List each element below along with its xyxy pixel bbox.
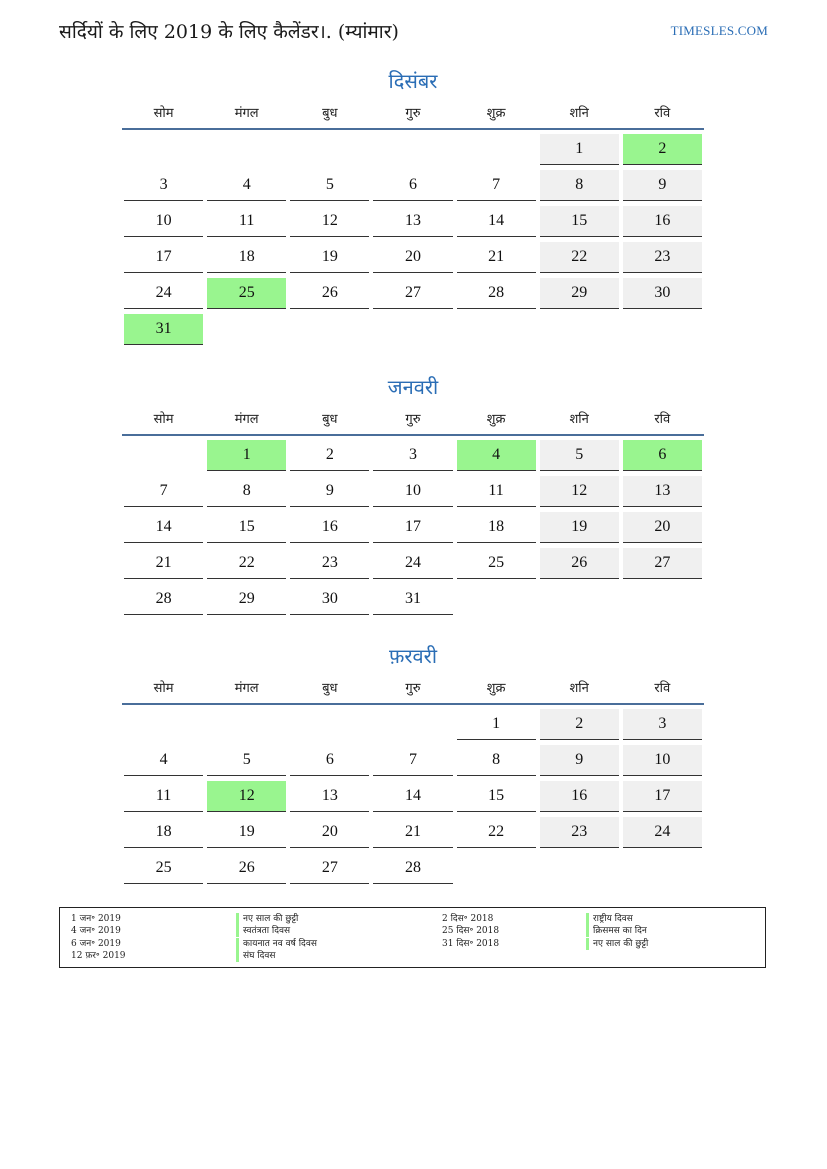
legend-date: 1 जन॰ 2019: [71, 914, 121, 924]
day-cell: 14: [124, 512, 203, 543]
weekday-label: बुध: [322, 106, 338, 121]
empty-day-slot: [122, 440, 205, 476]
day-cell: 16: [623, 206, 702, 237]
legend-holiday-name: कायनात नव वर्ष दिवस: [236, 938, 317, 950]
empty-day-slot: [371, 134, 454, 170]
day-cell: 7: [457, 170, 536, 201]
day-cell: 29: [540, 278, 619, 309]
empty-day-slot: [205, 709, 288, 745]
legend-date: 6 जन॰ 2019: [71, 938, 121, 949]
day-cell: 10: [373, 476, 452, 507]
holiday-day-cell: 25: [207, 278, 286, 309]
day-cell: 16: [290, 512, 369, 543]
weekday-label: रवि: [654, 412, 671, 427]
day-cell: 15: [207, 512, 286, 543]
legend-date: 4 जन॰ 2019: [71, 926, 121, 937]
legend-holiday-name: क्रिसमस का दिन: [586, 925, 647, 937]
day-grid: [122, 436, 704, 620]
day-cell: 22: [457, 817, 536, 848]
weekday-header: [122, 671, 704, 705]
holiday-day-cell: 1: [207, 440, 286, 471]
day-cell: 3: [623, 709, 702, 740]
month-calendar: [122, 641, 704, 889]
day-cell: 1: [540, 134, 619, 165]
holiday-day-cell: 6: [623, 440, 702, 471]
holiday-day-cell: 31: [124, 314, 203, 345]
legend-date: 31 दिस॰ 2018: [442, 938, 500, 949]
weekday-label: शनि: [569, 412, 589, 427]
legend-holiday-name: राष्ट्रीय दिवस: [586, 913, 633, 925]
day-cell: 27: [290, 853, 369, 884]
weekday-label: शुक्र: [486, 412, 506, 427]
day-cell: 2: [290, 440, 369, 471]
day-cell: 18: [124, 817, 203, 848]
day-cell: 24: [124, 278, 203, 309]
weekday-label: शनि: [569, 681, 589, 696]
day-cell: 20: [373, 242, 452, 273]
day-cell: 21: [124, 548, 203, 579]
day-cell: 3: [124, 170, 203, 201]
weekday-label: मंगल: [234, 681, 259, 696]
day-cell: 23: [540, 817, 619, 848]
day-cell: 18: [457, 512, 536, 543]
day-cell: 15: [540, 206, 619, 237]
day-cell: 30: [290, 584, 369, 615]
day-cell: 11: [207, 206, 286, 237]
day-cell: 4: [124, 745, 203, 776]
day-cell: 13: [290, 781, 369, 812]
empty-day-slot: [288, 134, 371, 170]
weekday-label: रवि: [654, 106, 671, 121]
weekday-label: सोम: [153, 412, 174, 427]
month-calendar: [122, 372, 704, 620]
day-cell: 5: [207, 745, 286, 776]
day-cell: 26: [540, 548, 619, 579]
day-cell: 17: [373, 512, 452, 543]
day-cell: 9: [540, 745, 619, 776]
day-cell: 24: [373, 548, 452, 579]
day-cell: 5: [290, 170, 369, 201]
month-name: जनवरी: [387, 375, 439, 399]
day-cell: 24: [623, 817, 702, 848]
day-cell: 10: [623, 745, 702, 776]
day-cell: 28: [457, 278, 536, 309]
day-cell: 19: [540, 512, 619, 543]
day-cell: 27: [373, 278, 452, 309]
day-cell: 29: [207, 584, 286, 615]
day-cell: 22: [540, 242, 619, 273]
legend-holiday-name: नए साल की छुट्टी: [586, 938, 648, 950]
day-cell: 3: [373, 440, 452, 471]
day-cell: 11: [124, 781, 203, 812]
day-cell: 20: [290, 817, 369, 848]
weekday-label: शुक्र: [486, 106, 506, 121]
day-cell: 14: [457, 206, 536, 237]
month-name: दिसंबर: [388, 69, 438, 93]
weekday-label: सोम: [153, 681, 174, 696]
weekday-label: शुक्र: [486, 681, 506, 696]
day-cell: 16: [540, 781, 619, 812]
empty-day-slot: [205, 134, 288, 170]
weekday-label: गुरु: [405, 681, 421, 696]
day-cell: 28: [124, 584, 203, 615]
day-cell: 12: [290, 206, 369, 237]
holiday-legend: [59, 907, 766, 968]
day-cell: 7: [124, 476, 203, 507]
day-cell: 21: [373, 817, 452, 848]
day-cell: 15: [457, 781, 536, 812]
day-grid: [122, 705, 704, 889]
day-cell: 31: [373, 584, 452, 615]
holiday-day-cell: 12: [207, 781, 286, 812]
holiday-day-cell: 2: [623, 134, 702, 165]
site-link[interactable]: TIMESLES.COM: [670, 23, 768, 38]
empty-day-slot: [455, 134, 538, 170]
day-cell: 22: [207, 548, 286, 579]
weekday-label: गुरु: [405, 106, 421, 121]
day-cell: 21: [457, 242, 536, 273]
page-title: सर्दियों के लिए 2019 के लिए कैलेंडर।. (म्यांमार): [59, 21, 399, 43]
weekday-label: रवि: [654, 681, 671, 696]
day-cell: 26: [207, 853, 286, 884]
day-cell: 30: [623, 278, 702, 309]
legend-holiday-name: स्वतंत्रता दिवस: [236, 925, 290, 937]
legend-date: 25 दिस॰ 2018: [442, 926, 500, 937]
day-cell: 13: [373, 206, 452, 237]
day-cell: 19: [290, 242, 369, 273]
day-cell: 26: [290, 278, 369, 309]
day-cell: 17: [124, 242, 203, 273]
empty-day-slot: [371, 709, 454, 745]
day-cell: 5: [540, 440, 619, 471]
day-cell: 19: [207, 817, 286, 848]
day-cell: 17: [623, 781, 702, 812]
weekday-header: [122, 96, 704, 130]
day-cell: 25: [457, 548, 536, 579]
legend-date: 12 फ़र॰ 2019: [71, 950, 126, 961]
month-name: फ़रवरी: [388, 644, 438, 668]
weekday-label: मंगल: [234, 412, 259, 427]
day-cell: 2: [540, 709, 619, 740]
day-cell: 18: [207, 242, 286, 273]
day-cell: 8: [457, 745, 536, 776]
day-cell: 11: [457, 476, 536, 507]
weekday-label: बुध: [322, 412, 338, 427]
weekday-label: बुध: [322, 681, 338, 696]
weekday-header: [122, 402, 704, 436]
day-grid: [122, 130, 704, 350]
day-cell: 7: [373, 745, 452, 776]
day-cell: 20: [623, 512, 702, 543]
day-cell: 8: [540, 170, 619, 201]
weekday-label: गुरु: [405, 412, 421, 427]
holiday-day-cell: 4: [457, 440, 536, 471]
day-cell: 6: [290, 745, 369, 776]
day-cell: 28: [373, 853, 452, 884]
weekday-label: मंगल: [234, 106, 259, 121]
legend-holiday-name: नए साल की छुट्टी: [236, 913, 298, 925]
day-cell: 9: [290, 476, 369, 507]
day-cell: 9: [623, 170, 702, 201]
day-cell: 8: [207, 476, 286, 507]
day-cell: 10: [124, 206, 203, 237]
weekday-label: शनि: [569, 106, 589, 121]
empty-day-slot: [288, 709, 371, 745]
day-cell: 23: [290, 548, 369, 579]
day-cell: 12: [540, 476, 619, 507]
empty-day-slot: [122, 709, 205, 745]
day-cell: 14: [373, 781, 452, 812]
legend-date: 2 दिस॰ 2018: [442, 914, 494, 924]
day-cell: 6: [373, 170, 452, 201]
legend-holiday-name: संघ दिवस: [236, 950, 275, 962]
day-cell: 4: [207, 170, 286, 201]
day-cell: 23: [623, 242, 702, 273]
empty-day-slot: [122, 134, 205, 170]
day-cell: 13: [623, 476, 702, 507]
weekday-label: सोम: [153, 106, 174, 121]
day-cell: 25: [124, 853, 203, 884]
day-cell: 27: [623, 548, 702, 579]
month-calendar: [122, 66, 704, 350]
day-cell: 1: [457, 709, 536, 740]
